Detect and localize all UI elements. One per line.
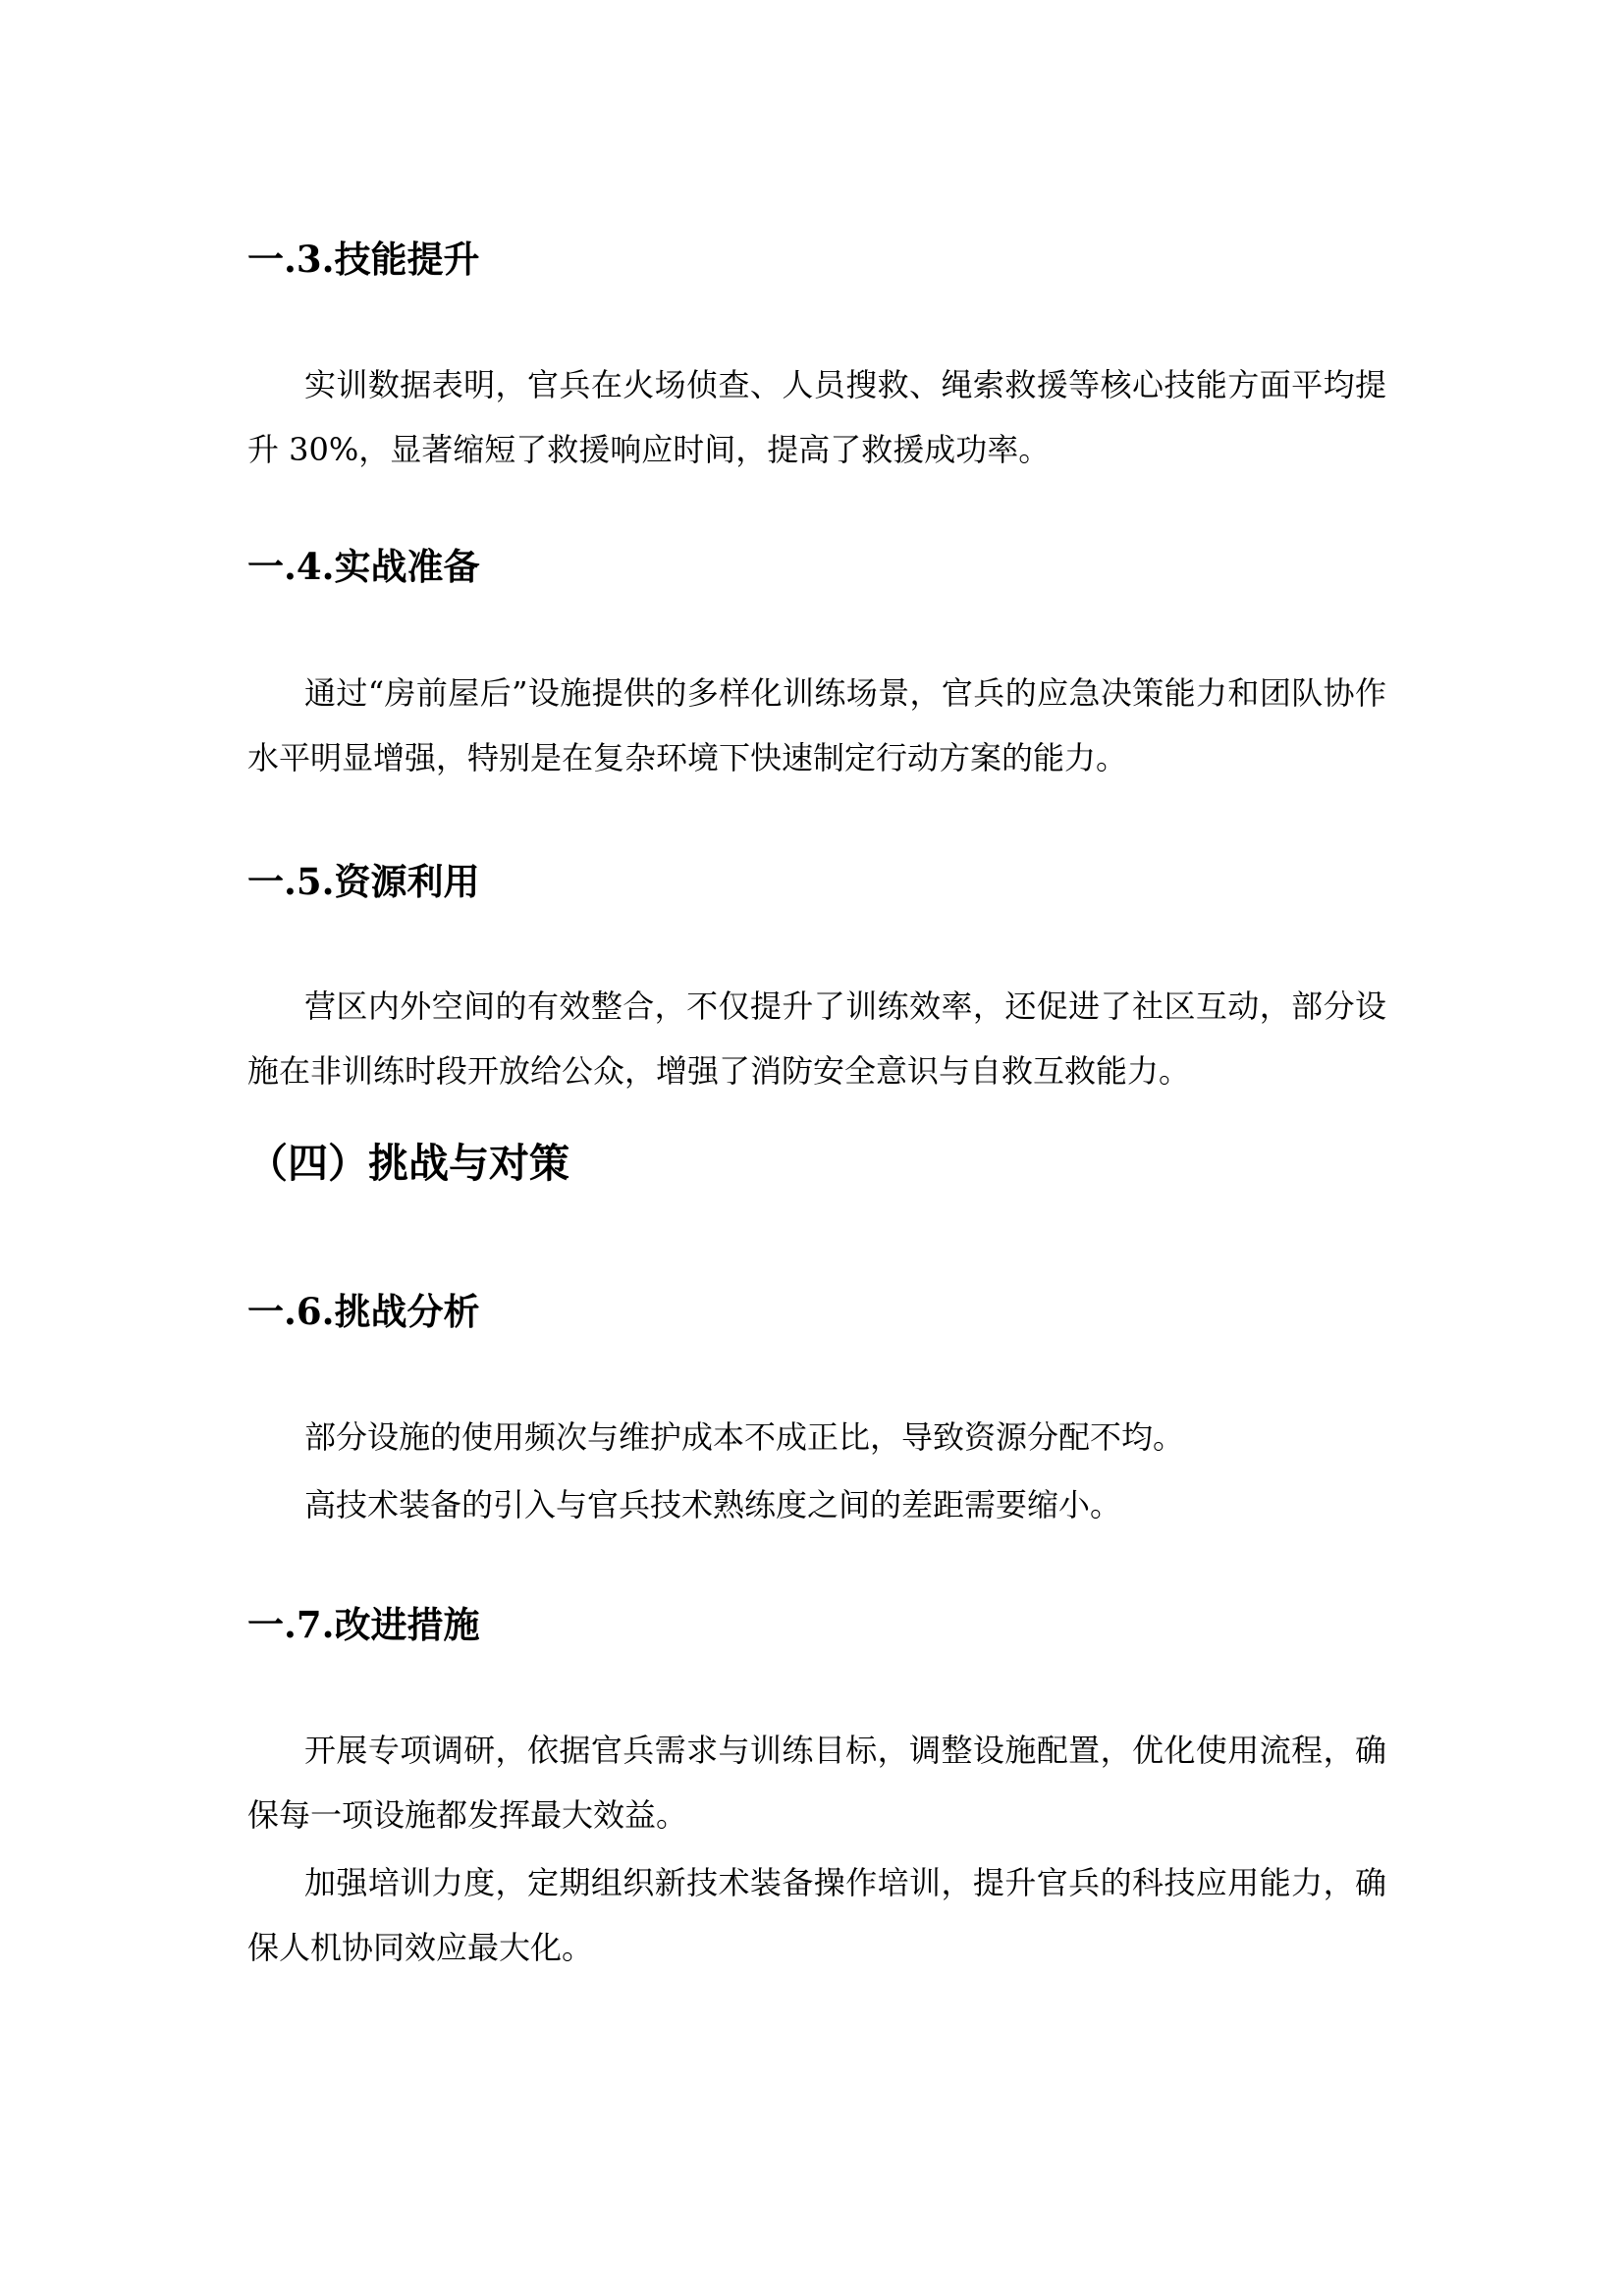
section-heading-skill-improvement: 一.3.技能提升 [247,238,480,281]
section-heading-improvement-measures: 一.7.改进措施 [247,1603,480,1646]
paragraph-combat-readiness: 通过“房前屋后”设施提供的多样化训练场景，官兵的应急决策能力和团队协作水平明显增强，特别是在复杂环境下快速制定行动方案的能力。 [247,674,1386,776]
section-heading-combat-readiness: 一.4.实战准备 [247,545,480,588]
section-heading-challenge-analysis: 一.6.挑战分析 [247,1290,480,1333]
paragraph-resource-utilization: 营区内外空间的有效整合，不仅提升了训练效率，还促进了社区互动，部分设施在非训练时段开放给公众，增强了消防安全意识与自救互救能力。 [247,988,1386,1090]
paragraph-challenge-analysis-1: 部分设施的使用频次与维护成本不成正比，导致资源分配不均。 [304,1418,1185,1456]
paragraph-improvement-measures-1: 开展专项调研，依据官兵需求与训练目标，调整设施配置，优化使用流程，确保每一项设施都发挥最大效益。 [247,1732,1386,1834]
paragraph-challenge-analysis-2: 高技术装备的引入与官兵技术熟练度之间的差距需要缩小。 [304,1486,1122,1523]
paragraph-improvement-measures-2: 加强培训力度，定期组织新技术装备操作培训，提升官兵的科技应用能力，确保人机协同效应最大化。 [247,1864,1386,1966]
paragraph-skill-improvement: 实训数据表明，官兵在火场侦查、人员搜救、绳索救援等核心技能方面平均提升 30%，显著缩短了救援响应时间，提高了救援成功率。 [247,366,1386,468]
section-heading-resource-utilization: 一.5.资源利用 [247,860,480,903]
part-heading-challenges-and-countermeasures: （四）挑战与对策 [247,1140,569,1187]
